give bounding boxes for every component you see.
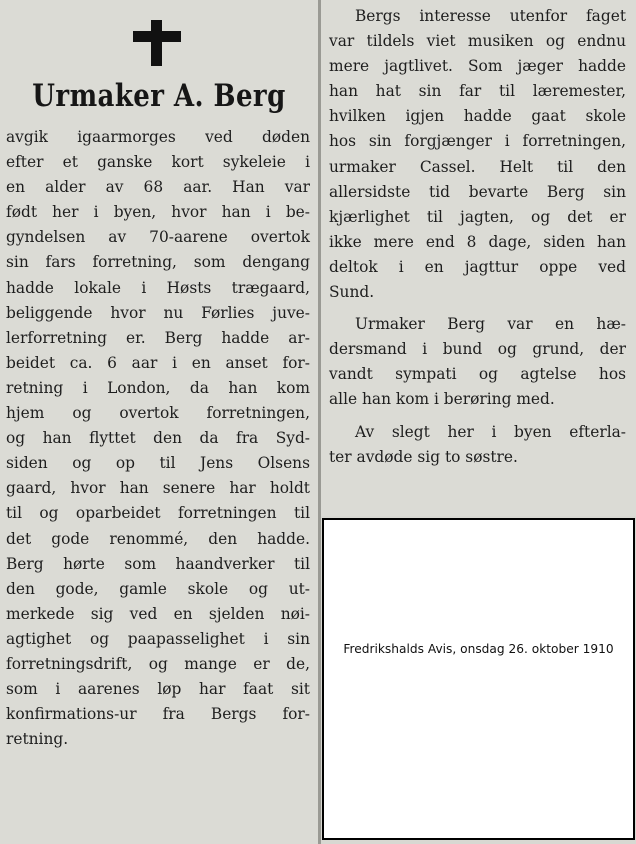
text-line: som i aarenes løp har faat sit [6, 680, 310, 699]
text-line: hos sin forgjænger i forretningen, [329, 132, 626, 151]
caption-box [322, 518, 635, 840]
text-line: lerforretning er. Berg hadde ar- [6, 328, 310, 347]
text-line: mere jagtlivet. Som jæger hadde [329, 57, 626, 76]
text-line: det gode renommé, den hadde. [6, 529, 310, 548]
right-body-text [329, 4, 626, 470]
text-line: dersmand i bund og grund, der [329, 340, 626, 359]
text-line: ter avdøde sig to søstre. [329, 447, 518, 466]
text-line: gyndelsen av 70-aarene overtok [6, 228, 310, 247]
text-line: en alder av 68 aar. Han var [6, 178, 310, 197]
text-line: agtighet og paapasselighet i sin [6, 629, 310, 648]
text-line: retning. [6, 730, 69, 749]
text-line: ikke mere end 8 dage, siden han [329, 232, 626, 251]
text-line: vandt sympati og agtelse hos [329, 365, 626, 384]
text-line: siden og op til Jens Olsens [6, 454, 310, 473]
text-line: beliggende hvor nu Førlies juve- [6, 303, 310, 322]
text-line: avgik igaarmorges ved døden [6, 128, 310, 146]
cross-icon [133, 20, 181, 66]
source-caption: Fredrikshalds Avis, onsdag 26. oktober 1910 [343, 642, 614, 656]
text-line: kjærlighet til jagten, og det er [329, 207, 626, 226]
text-line: urmaker Cassel. Helt til den [329, 157, 626, 176]
text-line: Av slegt her i byen efterla- [355, 422, 626, 441]
text-line: deltok i en jagttur oppe ved [329, 257, 626, 276]
text-line: født her i byen, hvor han i be- [6, 203, 310, 222]
text-line: Bergs interesse utenfor faget [355, 7, 626, 25]
text-line: den gode, gamle skole og ut- [6, 579, 310, 598]
text-line: gaard, hvor han senere har holdt [6, 479, 310, 498]
text-line: retning i London, da han kom [6, 378, 310, 397]
right-column [321, 0, 636, 516]
left-body-text [6, 125, 310, 752]
text-line: hvilken igjen hadde gaat skole [329, 107, 626, 126]
text-line: merkede sig ved en sjelden nøi- [6, 604, 310, 623]
text-line: og han flyttet den da fra Syd- [6, 429, 310, 448]
text-line: hjem og overtok forretningen, [6, 404, 310, 423]
obituary-headline: Urmaker A. Berg [32, 78, 286, 114]
text-line: hadde lokale i Høsts trægaard, [6, 278, 310, 297]
text-line: beidet ca. 6 aar i en anset for- [6, 353, 310, 372]
text-line: var tildels viet musiken og endnu [329, 32, 626, 51]
text-line: forretningsdrift, og mange er de, [6, 654, 310, 673]
text-line: efter et ganske kort sykeleie i [6, 153, 310, 172]
text-line: allersidste tid bevarte Berg sin [329, 182, 626, 201]
text-line: konfirmations-ur fra Bergs for- [6, 705, 310, 724]
text-line: sin fars forretning, som dengang [6, 253, 310, 272]
text-line: Sund. [329, 283, 375, 302]
text-line: han hat sin far til læremester, [329, 82, 626, 101]
text-line: til og oparbeidet forretningen til [6, 504, 310, 523]
text-line: alle han kom i berøring med. [329, 390, 555, 409]
text-line: Berg hørte som haandverker til [6, 554, 310, 573]
text-line: Urmaker Berg var en hæ- [355, 315, 626, 334]
